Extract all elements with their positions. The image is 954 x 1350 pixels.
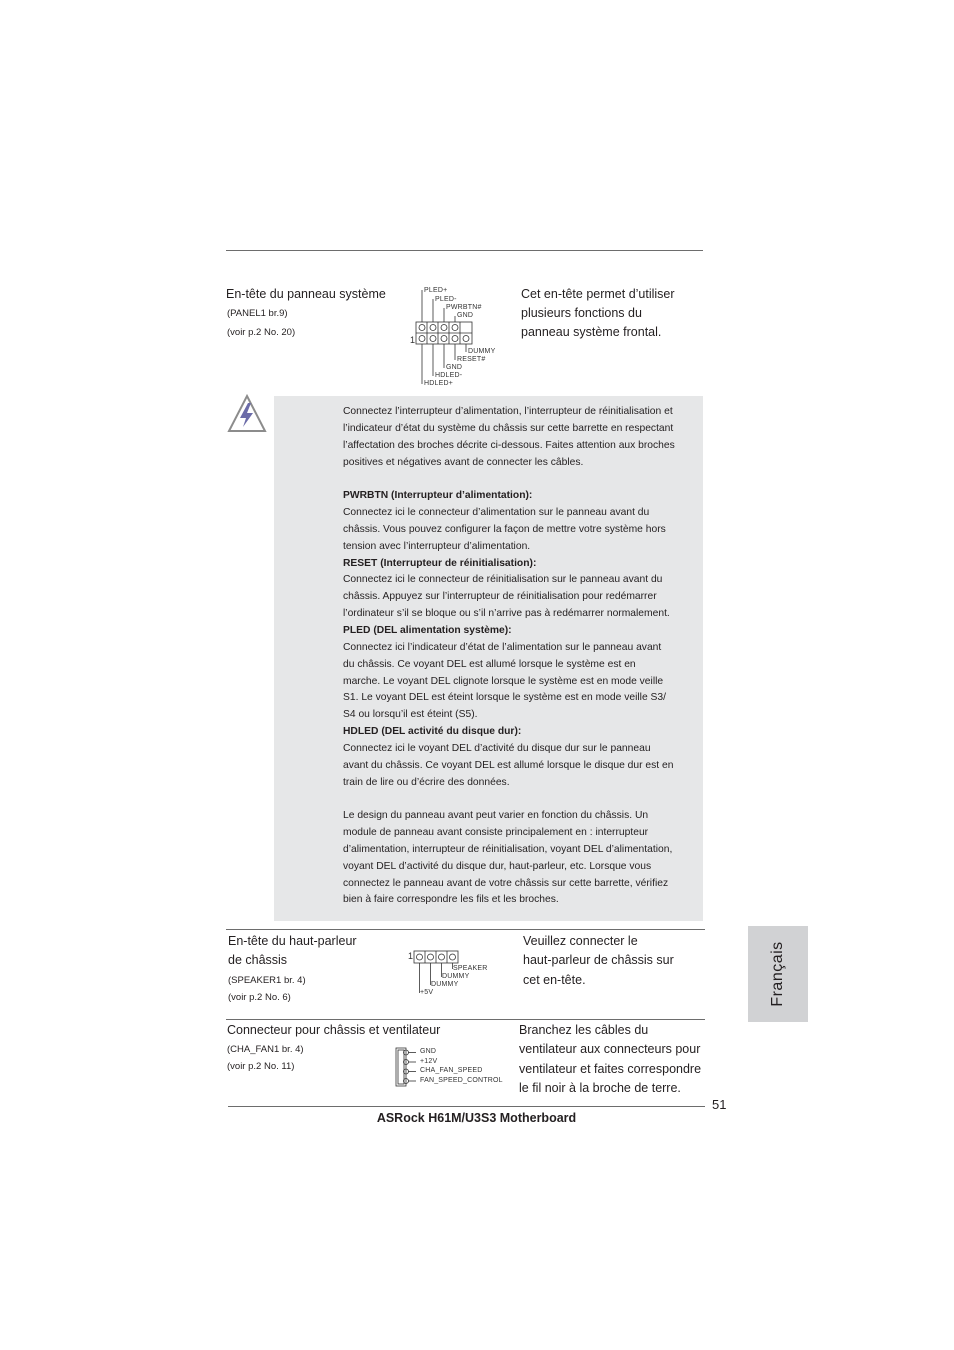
speaker-ref1: (SPEAKER1 br. 4) [228,975,306,986]
note-outro-2: module de panneau avant consiste principalement en : interrupteur [343,827,649,839]
fan-desc-3: ventilateur et faites correspondre [519,1062,702,1076]
panel-desc-3: panneau système frontal. [521,325,662,339]
note-reset-3: l’ordinateur s’il se bloque ou s’il n’arrive pas à redémarrer normalement. [343,608,670,620]
pin-gnd-bottom: GND [446,364,463,371]
pin-hdled-plus: HDLED+ [424,380,454,387]
note-pwrbtn-2: châssis. Vous pouvez configurer la façon de mettre votre système hors [343,523,666,535]
note-hdled-3: train de lire ou d’écrire des données. [343,776,510,788]
bottom-rule [228,1106,705,1107]
speaker-pin-5v: +5V [420,989,434,996]
note-intro-3: l’affectation des broches décrite ci-dessous. Faites attention aux broches [343,439,675,451]
fan-top-rule [226,1019,705,1020]
note-outro-4: voyant DEL d’activité du disque dur, haut-parleur, etc. Lorsque vous [343,860,652,872]
note-intro-4: positives et négatives avant de connecter les câbles. [343,456,584,468]
note-outro-6: bien à faire correspondre les fils et les broches. [343,894,559,906]
speaker-desc-3: cet en-tête. [523,973,586,987]
speaker-desc-1: Veuillez connecter le [523,934,638,948]
speaker-pin-dummy2: DUMMY [431,981,459,988]
note-text [343,404,705,909]
pin-pled-plus: PLED+ [424,287,448,294]
pin-pwrbtn: PWRBTN# [446,304,482,311]
note-intro-1: Connectez l’interrupteur d’alimentation, l’interrupteur de réinitialisation et [343,406,673,417]
note-reset-title: RESET (Interrupteur de réinitialisation): [343,557,537,569]
speaker-top-rule [226,929,705,930]
note-pled-5: S4 ou lorsqu’il est éteint (S5). [343,709,478,721]
fan-header-diagram [394,1045,514,1090]
language-side-tab [748,926,808,1022]
fan-pin-12v: +12V [420,1058,438,1065]
speaker-ref2: (voir p.2 No. 6) [228,992,291,1003]
note-intro-2: l’indicateur d’état du système du châssis sur cette barrette en respectant [343,422,674,434]
note-pwrbtn-title: PWRBTN (Interrupteur d’alimentation): [343,490,533,502]
fan-title: Connecteur pour châssis et ventilateur [227,1023,441,1037]
pin-pled-minus: PLED- [435,296,457,303]
speaker-title-1: En-tête du haut-parleur [228,934,357,948]
speaker-pin-speaker: SPEAKER [453,965,488,972]
note-pled-1: Connectez ici l’indicateur d’état de l’alimentation sur le panneau avant [343,641,662,653]
note-reset-1: Connectez ici le connecteur de réinitialisation sur le panneau avant du [343,574,663,586]
speaker-header-diagram [408,948,498,1000]
note-outro-5: connectez le panneau avant de votre châssis sur cette barrette, vérifiez [343,877,669,889]
fan-desc-1: Branchez les câbles du [519,1023,649,1037]
note-pled-title: PLED (DEL alimentation système): [343,624,512,636]
fan-pin-cha-fan-speed: CHA_FAN_SPEED [420,1067,483,1074]
panel-desc-1: Cet en-tête permet d’utiliser [521,287,675,301]
pin-gnd-top: GND [457,312,474,319]
note-reset-2: châssis. Appuyez sur l’interrupteur de réinitialisation pour redémarrer [343,591,657,603]
pin-1-label: 1 [410,335,416,345]
top-rule [226,250,703,251]
speaker-desc-2: haut-parleur de châssis sur [523,953,674,967]
speaker-title-2: de châssis [228,953,288,967]
panel-ref2: (voir p.2 No. 20) [227,327,296,338]
note-pwrbtn-3: tension avec l’interrupteur d’alimentation. [343,540,531,552]
note-outro-3: d’alimentation, interrupteur de réinitialisation, voyant DEL d’alimentation, [343,843,673,855]
footer-title: ASRock H61M/U3S3 Motherboard [376,1111,577,1125]
pin-hdled-minus: HDLED- [435,372,463,379]
note-pled-3: marche. Le voyant DEL clignote lorsque le système est en mode veille [343,675,664,687]
fan-ref2: (voir p.2 No. 11) [227,1061,295,1072]
speaker-pin-1-label: 1 [408,951,414,961]
fan-desc-2: ventilateur aux connecteurs pour [519,1042,701,1056]
note-hdled-1: Connectez ici le voyant DEL d’activité du disque dur sur le panneau [343,742,651,754]
note-hdled-title: HDLED (DEL activité du disque dur): [343,726,522,738]
fan-pin-fan-speed-control: FAN_SPEED_CONTROL [420,1077,503,1084]
note-outro-1: Le design du panneau avant peut varier en fonction du châssis. Un [343,810,649,822]
speaker-pin-dummy: DUMMY [442,973,470,980]
page-number: 51 [712,1097,727,1112]
note-hdled-2: avant du châssis. Ce voyant DEL est allumé lorsque le disque dur est en [343,759,674,771]
fan-pin-gnd: GND [420,1048,437,1055]
warning-icon [226,393,268,435]
language-side-tab-label: Français [769,941,786,1007]
fan-ref1: (CHA_FAN1 br. 4) [227,1044,304,1055]
panel-title: En-tête du panneau système [226,287,386,301]
note-pled-4: S1. Le voyant DEL est éteint lorsque le système est en mode veille S3/ [343,692,666,704]
pin-reset: RESET# [457,356,486,363]
panel-ref1: (PANEL1 br.9) [227,308,288,319]
pin-dummy: DUMMY [468,348,496,355]
fan-desc-4: le fil noir à la broche de terre. [519,1081,681,1095]
note-pled-2: du châssis. Ce voyant DEL est allumé lorsque le système est en [343,658,636,670]
panel-desc-2: plusieurs fonctions du [521,306,642,320]
panel-header-diagram [408,286,508,390]
note-pwrbtn-1: Connectez ici le connecteur d’alimentation sur le panneau avant du [343,507,650,519]
